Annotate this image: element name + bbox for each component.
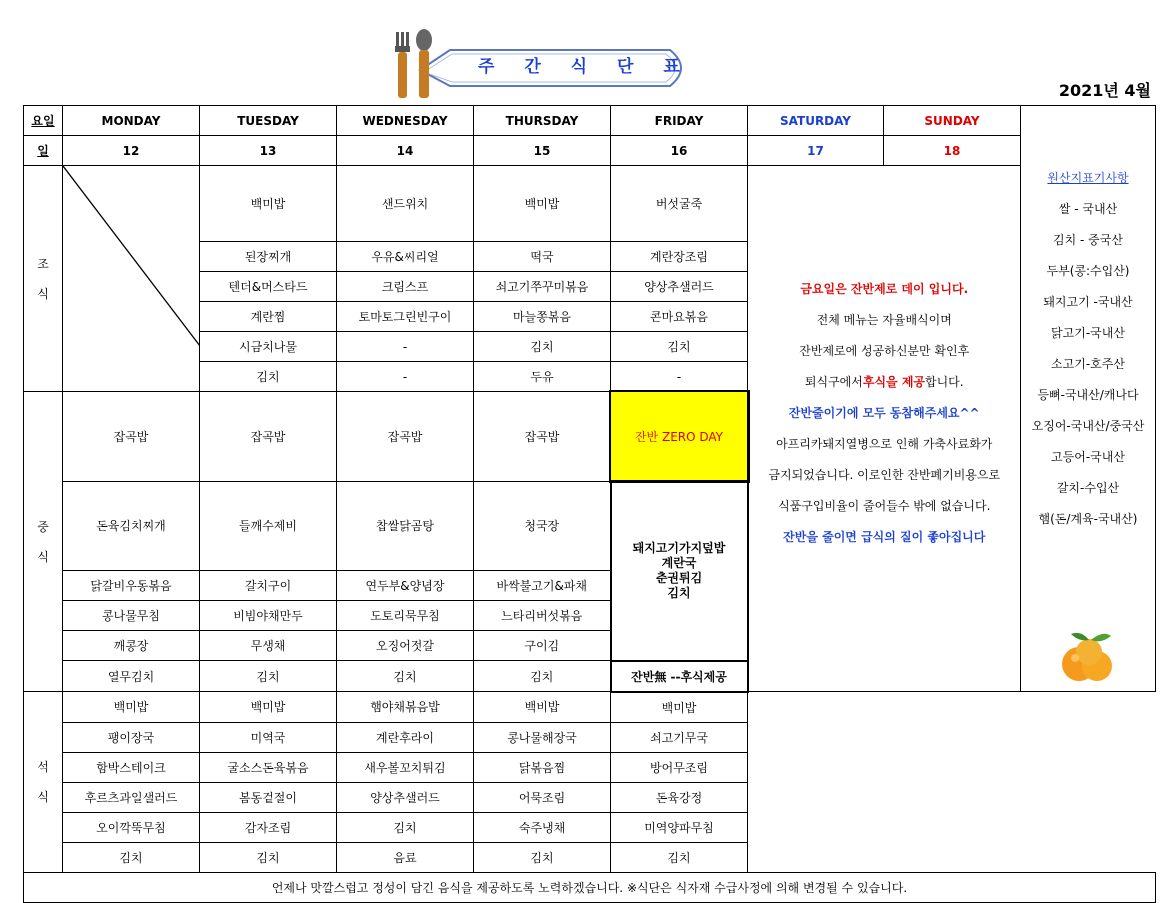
notice-line: 아프리카돼지열병으로 인해 가축사료화가 [776,437,993,451]
menu-item: 김치 [474,332,611,362]
date-row [24,136,1156,166]
weekday-row [24,106,1156,136]
menu-item: 오이깍뚝무침 [63,812,200,842]
menu-item: 잡곡밥 [200,392,337,482]
menu-item: 백미밥 [200,692,337,723]
menu-item: - [611,362,748,392]
menu-item: 토마토그린빈구이 [337,302,474,332]
menu-item: 김치 [337,812,474,842]
menu-item: 방어무조림 [611,752,748,782]
dinner-label: 석 식 [24,692,63,873]
menu-item: 콩나물해장국 [474,722,611,752]
fork-icon [395,32,410,98]
day-sunday: SUNDAY [884,106,1021,136]
menu-item: 후르츠과일샐러드 [63,782,200,812]
friday-dessert-note: 잔반無 --후식제공 [611,661,748,692]
origin-item: 쌀 - 국내산 [1058,202,1118,216]
monday-breakfast-empty [63,166,200,392]
menu-item: 들깨수제비 [200,481,337,570]
origin-item: 두부(콩:수입산) [1046,264,1130,278]
menu-item: 콘마요볶음 [611,302,748,332]
menu-item: 김치 [200,661,337,692]
origin-item: 오징어-국내산/중국산 [1031,419,1145,433]
orange-icon [1053,624,1123,688]
menu-item: 봄동겉절이 [200,782,337,812]
notice-line: 전체 메뉴는 자율배식이며 [816,313,952,327]
origin-item: 닭고기-국내산 [1051,326,1125,340]
page-title: 주 간 식 단 표 [478,57,692,77]
menu-item: 김치 [63,842,200,872]
dinner-row [24,722,1156,752]
menu-item: 굴소스돈육볶음 [200,752,337,782]
menu-item: 비빔야채만두 [200,601,337,631]
footer-note: 언제나 맛깔스럽고 정성이 담긴 음식을 제공하도록 노력하겠습니다. ※식단은 식자재 수급사정에 의해 변경될 수 있습니다. [24,872,1156,902]
origin-item: 소고기-호주산 [1051,357,1125,371]
menu-item: 계란찜 [200,302,337,332]
menu-item: 함박스테이크 [63,752,200,782]
menu-item: 깨콩장 [63,631,200,661]
menu-item: 김치 [611,842,748,872]
menu-item: - [337,332,474,362]
menu-item: 양상추샐러드 [337,782,474,812]
menu-item: 백비밥 [474,692,611,723]
origin-item: 등뼈-국내산/캐나다 [1037,388,1139,402]
day-monday: MONDAY [63,106,200,136]
notice-line: 잔반을 줄이면 급식의 질이 좋아집니다 [783,530,986,544]
menu-item: 잡곡밥 [337,392,474,482]
date-label: 일 [24,136,63,166]
notice-line: 식품구입비율이 줄어들수 밖에 없습니다. [778,499,991,513]
menu-item: 열무김치 [63,661,200,692]
menu-item: 청국장 [474,481,611,570]
date-cell: 13 [200,136,337,166]
month-label: 2021년 4월 [1058,81,1151,100]
menu-item: 마늘쫑볶음 [474,302,611,332]
day-saturday: SATURDAY [748,106,884,136]
date-cell: 12 [63,136,200,166]
date-cell: 15 [474,136,611,166]
dinner-row [24,842,1156,872]
date-cell: 18 [884,136,1021,166]
dinner-row [24,752,1156,782]
menu-item: 연두부&양념장 [337,571,474,601]
menu-item: 김치 [611,332,748,362]
menu-item: 무생채 [200,631,337,661]
menu-item: 감자조림 [200,812,337,842]
menu-item: 떡국 [474,242,611,272]
origin-item: 돼지고기 -국내산 [1043,295,1133,309]
weekday-label: 요일 [24,106,63,136]
date-cell: 16 [611,136,748,166]
menu-item: 새우볼꼬치튀김 [337,752,474,782]
date-cell: 17 [748,136,884,166]
notice-line: 퇴식구에서 후식을 제공 합니다. [804,375,964,389]
menu-item: 쇠고기무국 [611,722,748,752]
notice-line: 잔반제로에 성공하신분만 확인후 [799,344,970,358]
menu-item: 김치 [337,661,474,692]
date-cell: 14 [337,136,474,166]
menu-item: 숙주냉채 [474,812,611,842]
zero-day-badge: 잔반 ZERO DAY [611,392,748,482]
menu-item: 닭볶음찜 [474,752,611,782]
menu-item: 미역국 [200,722,337,752]
dinner-row [24,812,1156,842]
notice-line: 금요일은 잔반제로 데이 입니다. [800,282,969,296]
weekly-menu-table [23,105,1156,903]
menu-item: 계란후라이 [337,722,474,752]
menu-item: 김치 [474,661,611,692]
friday-lunch-menu: 돼지고기가지덮밥 계란국 춘권튀김 김치 [611,481,748,660]
breakfast-label: 조 식 [24,166,63,392]
menu-item: 닭갈비우동볶음 [63,571,200,601]
menu-item: 백미밥 [611,692,748,723]
menu-item: 느타리버섯볶음 [474,601,611,631]
menu-item: 백미밥 [474,166,611,242]
footer-row [24,872,1156,902]
menu-item: 팽이장국 [63,722,200,752]
menu-item: 콩나물무침 [63,601,200,631]
menu-item: 구이김 [474,631,611,661]
diagonal-line [63,166,200,346]
day-thursday: THURSDAY [474,106,611,136]
menu-item: 김치 [200,842,337,872]
lunch-label: 중 식 [24,392,63,692]
menu-item: 미역양파무침 [611,812,748,842]
menu-item: 양상추샐러드 [611,272,748,302]
menu-item: 어묵조림 [474,782,611,812]
day-friday: FRIDAY [611,106,748,136]
menu-item: 갈치구이 [200,571,337,601]
dinner-row [24,782,1156,812]
origin-item: 갈치-수입산 [1056,481,1120,495]
menu-item: - [337,362,474,392]
menu-item: 김치 [200,362,337,392]
origin-title: 원산지표기사항 [1047,171,1129,185]
menu-item: 쇠고기쭈꾸미볶음 [474,272,611,302]
weekend-notice [748,166,1021,692]
origin-info [1021,106,1156,692]
menu-item: 오징어젓갈 [337,631,474,661]
menu-item: 돈육강정 [611,782,748,812]
menu-item: 잡곡밥 [63,392,200,482]
menu-item: 잡곡밥 [474,392,611,482]
day-wednesday: WEDNESDAY [337,106,474,136]
origin-item: 김치 - 중국산 [1053,233,1123,247]
origin-item: 고등어-국내산 [1051,450,1125,464]
menu-item: 크림스프 [337,272,474,302]
menu-item: 시금치나물 [200,332,337,362]
menu-item: 버섯굴죽 [611,166,748,242]
menu-item: 계란장조림 [611,242,748,272]
menu-item: 돈육김치찌개 [63,481,200,570]
dinner-row [24,692,1156,723]
menu-item: 두유 [474,362,611,392]
menu-item: 바싹불고기&파채 [474,571,611,601]
menu-item: 김치 [474,842,611,872]
breakfast-row [24,166,1156,242]
menu-item: 도토리묵무침 [337,601,474,631]
menu-item: 우유&씨리얼 [337,242,474,272]
menu-item: 음료 [337,842,474,872]
menu-item: 햄야채볶음밥 [337,692,474,723]
menu-item: 된장찌개 [200,242,337,272]
menu-item: 백미밥 [200,166,337,242]
menu-item: 백미밥 [63,692,200,723]
origin-item: 햄(돈/계육-국내산) [1038,512,1138,526]
menu-item: 찹쌀닭곰탕 [337,481,474,570]
day-tuesday: TUESDAY [200,106,337,136]
notice-line: 금지되었습니다. 이로인한 잔반폐기비용으로 [768,468,1001,482]
notice-line: 잔반줄이기에 모두 동참해주세요^^ [788,406,980,420]
menu-item: 텐더&머스타드 [200,272,337,302]
menu-item: 샌드위치 [337,166,474,242]
